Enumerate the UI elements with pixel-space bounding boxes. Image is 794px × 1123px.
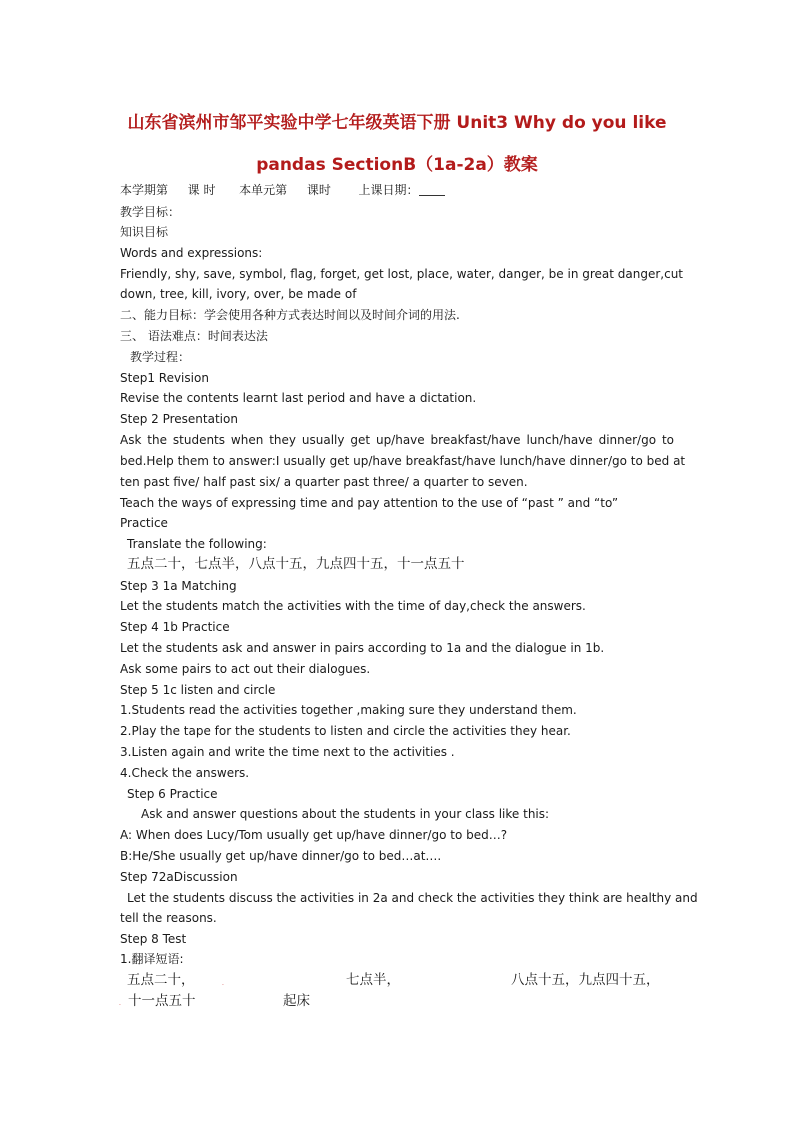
ability-objective: 二、能力目标：学会使用各种方式表达时间以及时间介词的用法. bbox=[120, 308, 460, 322]
step4-line-1: Let the students ask and answer in pairs according to 1a and the dialogue in 1b. bbox=[120, 641, 605, 655]
stray-mark-2: . bbox=[119, 1000, 121, 1007]
translate-instruction: Translate the following: bbox=[127, 537, 267, 551]
test-item-4: 十一点五十 bbox=[128, 993, 196, 1009]
step8-title: Step 8 Test bbox=[120, 932, 187, 946]
lesson2-label: 课时 bbox=[306, 183, 331, 197]
objectives-heading: 教学目标： bbox=[120, 205, 181, 219]
unit-label: 本单元第 bbox=[239, 183, 288, 197]
process-heading: 教学过程： bbox=[130, 350, 191, 364]
step2-line-4: Teach the ways of expressing time and pay attention to the use of “past ” and “to” bbox=[120, 496, 619, 510]
step7-title: Step 72aDiscussion bbox=[120, 870, 238, 884]
date-blank bbox=[419, 184, 445, 196]
step6-title: Step 6 Practice bbox=[127, 787, 218, 801]
step5-line-2: 2.Play the tape for the students to listen and circle the activities they hear. bbox=[120, 724, 571, 738]
stray-mark: . bbox=[222, 980, 224, 987]
step8-line-1: 1.翻译短语: bbox=[120, 952, 184, 966]
step3-title: Step 3 1a Matching bbox=[120, 579, 237, 593]
translate-chinese: 五点二十，七点半，八点十五，九点四十五，十一点五十 bbox=[127, 556, 465, 572]
page-title-line-2: pandas SectionB（1a-2a）教案 bbox=[256, 155, 538, 175]
step3-text: Let the students match the activities with the time of day,check the answers. bbox=[120, 599, 586, 613]
lesson-label: 课 时 bbox=[187, 183, 216, 197]
page-title-line-1: 山东省滨州市邹平实验中学七年级英语下册 Unit3 Why do you like bbox=[127, 113, 667, 133]
words-line-1: Friendly, shy, save, symbol, flag, forget, get lost, place, water, danger, be in great danger,cut bbox=[120, 267, 684, 281]
words-line-2: down, tree, kill, ivory, over, be made of bbox=[120, 287, 357, 301]
knowledge-objective: 知识目标 bbox=[120, 225, 169, 239]
test-item-3: 八点十五，九点四十五， bbox=[511, 972, 660, 988]
practice-label: Practice bbox=[120, 516, 168, 530]
test-item-5: 起床 bbox=[283, 993, 310, 1009]
lesson-header bbox=[120, 182, 445, 198]
semester-label: 本学期第 bbox=[120, 183, 169, 197]
step4-line-2: Ask some pairs to act out their dialogues. bbox=[120, 662, 371, 676]
step2-line-1: Ask the students when they usually get up/have breakfast/have lunch/have dinner/go to bbox=[120, 433, 674, 447]
step6-line-3: B:He/She usually get up/have dinner/go to bed…at…. bbox=[120, 849, 442, 863]
step6-line-2: A: When does Lucy/Tom usually get up/have dinner/go to bed…? bbox=[120, 828, 508, 842]
step6-line-1: Ask and answer questions about the students in your class like this: bbox=[141, 807, 550, 821]
step2-line-2: bed.Help them to answer:I usually get up/have breakfast/have lunch/have dinner/go to bed at bbox=[120, 454, 686, 468]
test-item-2: 七点半， bbox=[346, 972, 400, 988]
step4-title: Step 4 1b Practice bbox=[120, 620, 230, 634]
step5-line-3: 3.Listen again and write the time next to the activities . bbox=[120, 745, 455, 759]
step2-title: Step 2 Presentation bbox=[120, 412, 238, 426]
step1-text: Revise the contents learnt last period and have a dictation. bbox=[120, 391, 477, 405]
test-item-1: 五点二十， bbox=[127, 972, 195, 988]
step1-title: Step1 Revision bbox=[120, 371, 209, 385]
step5-line-4: 4.Check the answers. bbox=[120, 766, 250, 780]
step7-line-1: Let the students discuss the activities in 2a and check the activities they think are healthy and bbox=[127, 891, 698, 905]
grammar-difficulty: 三、 语法难点：时间表达法 bbox=[120, 329, 268, 343]
step7-line-2: tell the reasons. bbox=[120, 911, 217, 925]
step5-line-1: 1.Students read the activities together ,making sure they understand them. bbox=[120, 703, 577, 717]
step2-line-3: ten past five/ half past six/ a quarter past three/ a quarter to seven. bbox=[120, 475, 528, 489]
step5-title: Step 5 1c listen and circle bbox=[120, 683, 276, 697]
words-heading: Words and expressions: bbox=[120, 246, 263, 260]
date-label: 上课日期： bbox=[358, 183, 419, 197]
